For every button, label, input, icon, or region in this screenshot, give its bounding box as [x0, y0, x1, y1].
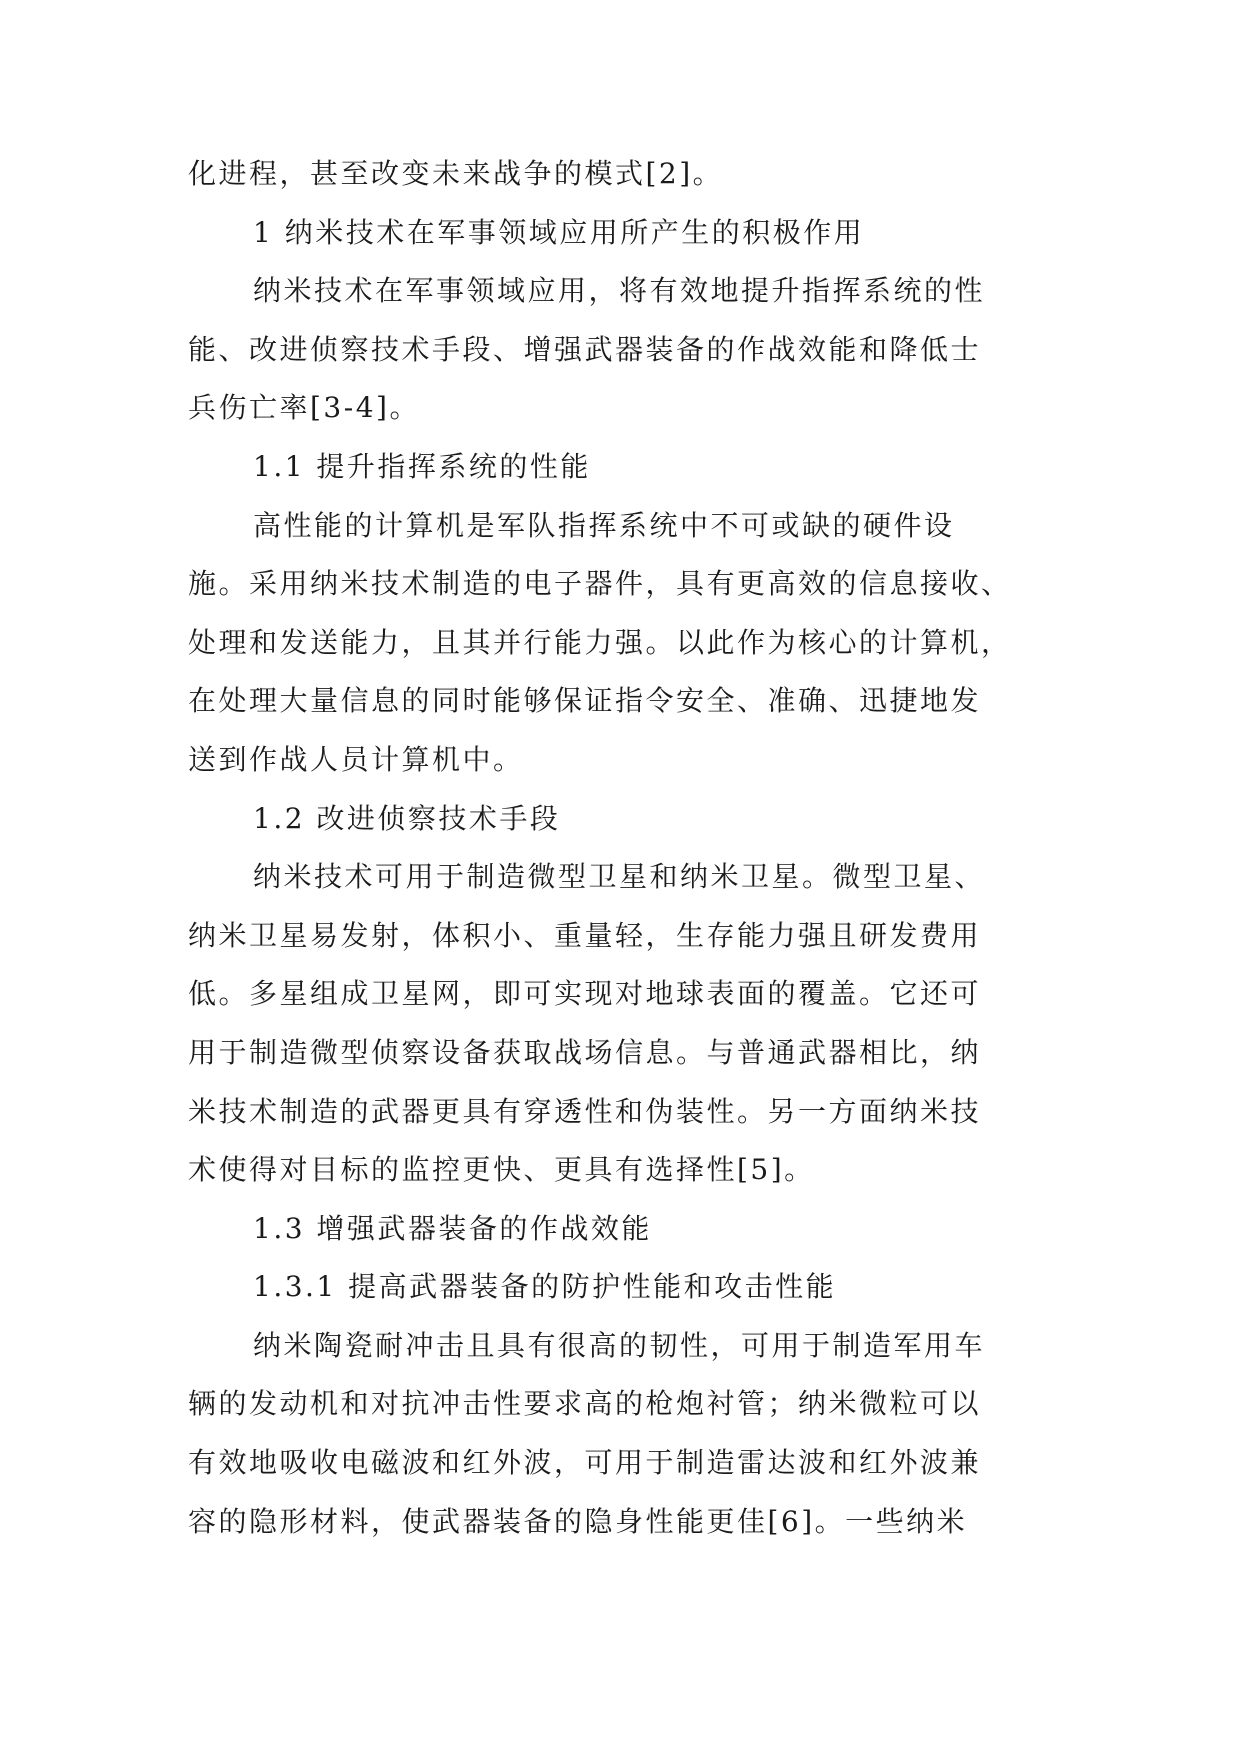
- paragraph-line: 纳米卫星易发射，体积小、重量轻，生存能力强且研发费用: [188, 918, 982, 952]
- paragraph-line: 纳米技术可用于制造微型卫星和纳米卫星。微型卫星、: [253, 860, 986, 894]
- document-body: [188, 145, 1048, 1551]
- paragraph-line: 有效地吸收电磁波和红外波，可用于制造雷达波和红外波兼: [188, 1446, 982, 1480]
- paragraph-line: 米技术制造的武器更具有穿透性和伪装性。另一方面纳米技: [188, 1094, 982, 1128]
- paragraph-line: 施。采用纳米技术制造的电子器件，具有更高效的信息接收、: [188, 567, 1012, 601]
- section-1-3-heading: 1.3 增强武器装备的作战效能: [253, 1211, 652, 1245]
- section-1-2-heading: 1.2 改进侦察技术手段: [253, 801, 561, 835]
- paragraph-line: 高性能的计算机是军队指挥系统中不可或缺的硬件设: [253, 508, 955, 542]
- paragraph-line: 纳米技术在军事领域应用，将有效地提升指挥系统的性: [253, 274, 986, 308]
- paragraph-line: 低。多星组成卫星网，即可实现对地球表面的覆盖。它还可: [188, 977, 982, 1011]
- paragraph-line: 能、改进侦察技术手段、增强武器装备的作战效能和降低士: [188, 332, 982, 366]
- paragraph-line: 送到作战人员计算机中。: [188, 742, 524, 776]
- paragraph-continuation-line: 化进程，甚至改变未来战争的模式[2]。: [188, 157, 724, 190]
- section-1-heading: 1 纳米技术在军事领域应用所产生的积极作用: [253, 215, 865, 249]
- paragraph-line: 兵伤亡率[3-4]。: [188, 391, 420, 425]
- paragraph-line: 术使得对目标的监控更快、更具有选择性[5]。: [188, 1153, 815, 1187]
- paragraph-line: 纳米陶瓷耐冲击且具有很高的韧性，可用于制造军用车: [253, 1328, 986, 1362]
- paragraph-line: 用于制造微型侦察设备获取战场信息。与普通武器相比，纳: [188, 1035, 982, 1069]
- paragraph-line: 辆的发动机和对抗冲击性要求高的枪炮衬管；纳米微粒可以: [188, 1387, 982, 1421]
- section-1-3-1-paragraph: [188, 1317, 1048, 1551]
- paragraph-line: 容的隐形材料，使武器装备的隐身性能更佳[6]。一些纳米: [188, 1504, 968, 1538]
- section-1-3-1-heading: 1.3.1 提高武器装备的防护性能和攻击性能: [253, 1270, 837, 1304]
- section-1-1-heading: 1.1 提升指挥系统的性能: [253, 449, 591, 483]
- section-1-1-paragraph: [188, 497, 1048, 790]
- section-1-intro-paragraph: [188, 262, 1048, 438]
- section-1-2-paragraph: [188, 848, 1048, 1200]
- paragraph-line: 处理和发送能力，且其并行能力强。以此作为核心的计算机，: [188, 625, 1012, 659]
- paragraph-line: 在处理大量信息的同时能够保证指令安全、准确、迅捷地发: [188, 684, 982, 718]
